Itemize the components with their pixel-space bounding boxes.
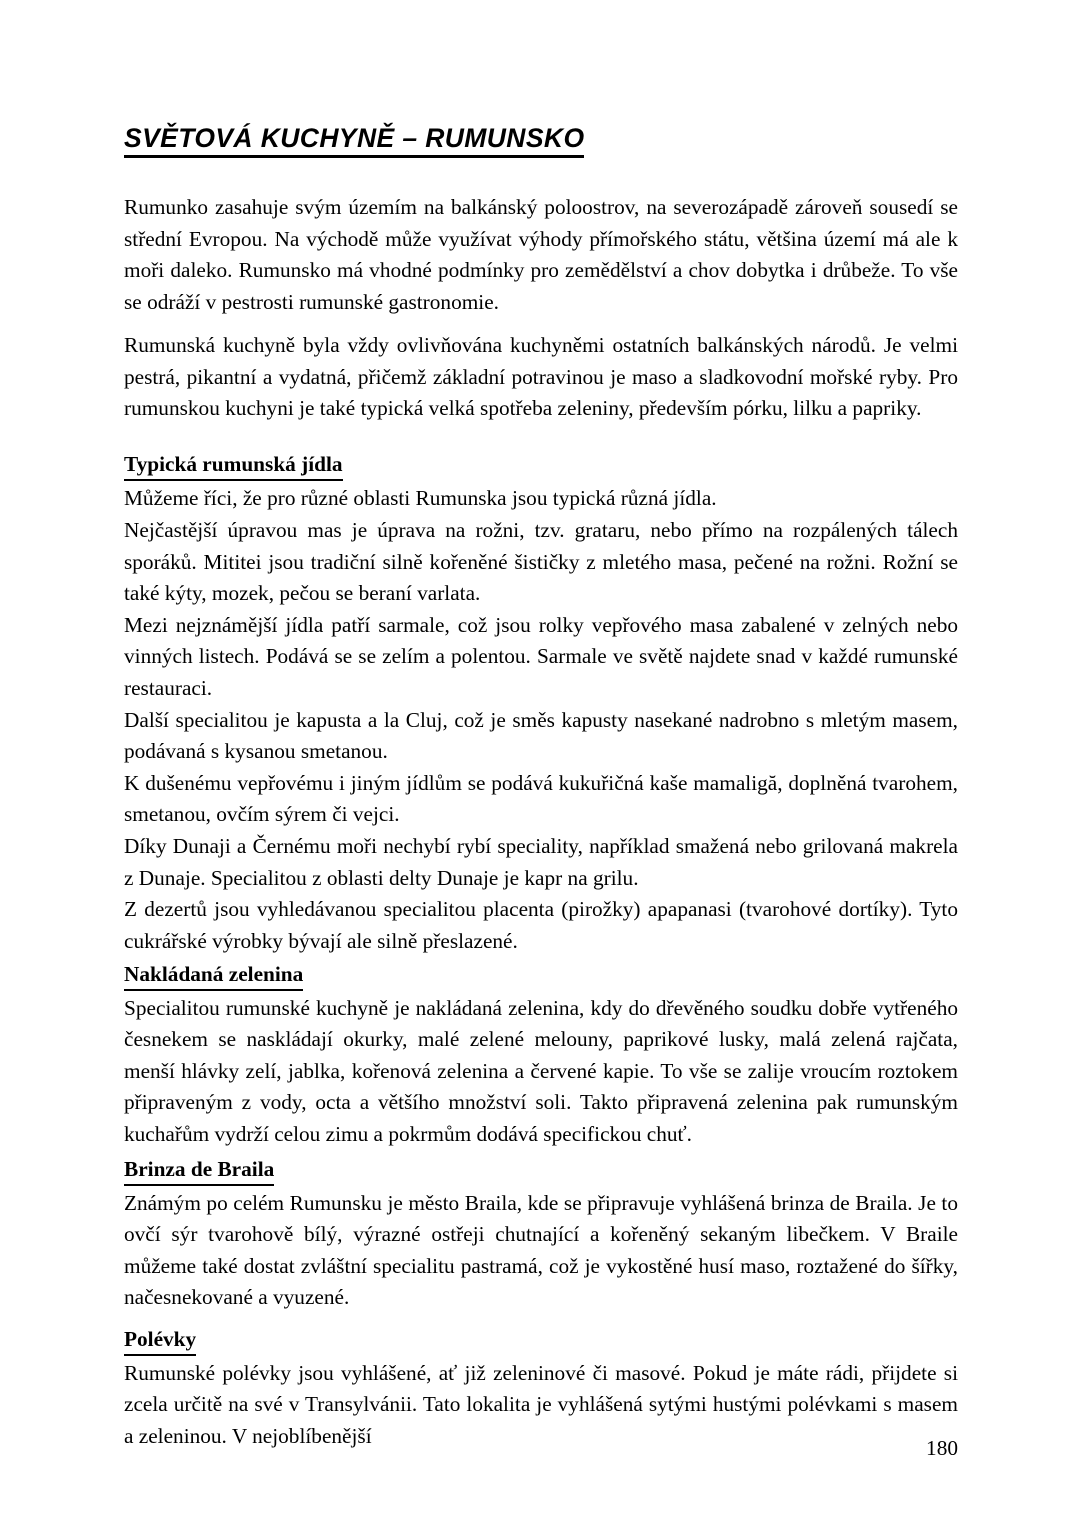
nakladana-zelenina-paragraph: Specialitou rumunské kuchyně je nakládaná zelenina, kdy do dřevěného soudku dobře vytřeného česnekem se naskládají okurky, malé zelené melouny, paprikové lusky, malá zelená rajčata, menší hlávky zelí, jablka, kořenová zelenina a červené kapie. To vše se zalije vroucím roztokem připraveným z vody, octa a většího množství soli. Takto připravená zelenina pak rumunským kuchařům vydrží celou zimu a pokrmům dodává specifickou chuť. <box>124 995 958 1146</box>
section-heading-typicka-jidla: Typická rumunská jídla <box>124 450 343 481</box>
section-typicka-jidla-body <box>124 515 958 957</box>
section-brinza-de-braila <box>124 1155 958 1314</box>
dish-paragraph-grilovani: Nejčastější úpravou mas je úprava na rožni, tzv. grataru, nebo přímo na rozpálených tálech sporáků. Mititei jsou tradiční silně kořeněné šističky z mletého masa, pečené na rožni. Rožní se také kýty, mozek, pečou se beraní varlata. <box>124 518 958 606</box>
dish-paragraph-mamaliga: K dušenému vepřovému i jiným jídlům se podává kukuřičná kaše mamaligă, doplněná tvarohem, smetanou, ovčím sýrem či vejci. <box>124 770 958 827</box>
origins-paragraph: Rumunská kuchyně byla vždy ovlivňována kuchyněmi ostatních balkánských národů. Je velmi pestrá, pikantní a vydatná, přičemž základní potravinou je maso a sladkovodní mořské ryby. Pro rumunskou kuchyni je také typická velká spotřeba zeleniny, především pórku, lilku a papriky. <box>124 333 958 421</box>
dish-paragraph-ryby: Díky Dunaji a Černému moři nechybí rybí speciality, například smažená nebo grilovaná makrela z Dunaje. Specialitou z oblasti delty Dunaje je kapr na grilu. <box>124 833 958 890</box>
heading-wrap-polevky <box>124 1325 958 1358</box>
typicka-jidla-lead: Můžeme říci, že pro různé oblasti Rumunska jsou typická různá jídla. <box>124 485 717 510</box>
section-polevky <box>124 1325 958 1452</box>
section-heading-nakladana-zelenina: Nakládaná zelenina <box>124 960 303 991</box>
section-heading-polevky: Polévky <box>124 1325 196 1356</box>
heading-wrap-nakladana <box>124 960 958 993</box>
dish-paragraph-sarmale: Mezi nejznámější jídla patří sarmale, což jsou rolky vepřového masa zabalené v zelných nebo vinných listech. Podává se se zelím a polentou. Sarmale ve světě najdete snad v každé rumunské restauraci. <box>124 612 958 700</box>
heading-wrap-brinza <box>124 1155 958 1188</box>
section-intro <box>124 192 958 318</box>
page-title: SVĚTOVÁ KUCHYNĚ – RUMUNSKO <box>124 123 584 158</box>
section-nakladana-zelenina <box>124 960 958 1151</box>
section-origins <box>124 330 958 425</box>
heading-wrap-typicka <box>124 450 958 483</box>
section-heading-brinza-de-braila: Brinza de Braila <box>124 1155 274 1186</box>
brinza-de-braila-paragraph: Známým po celém Rumunsku je město Braila, kde se připravuje vyhlášená brinza de Braila. Je to ovčí sýr tvarohově bílý, výrazné ostřeji chutnající a kořeněný sekaným libečkem. V Braile můžeme také dostat zvláštní specialitu pastramá, což je vykostěné husí maso, roztažené do šířky, načesnekované a vyuzené. <box>124 1190 958 1310</box>
intro-paragraph: Rumunko zasahuje svým územím na balkánský poloostrov, na severozápadě zároveň sousedí se střední Evropou. Na východě může využívat výhody přímořského státu, většina území má ale k moři daleko. Rumunsko má vhodné podmínky pro zemědělství a chov dobytka i drůbeže. To vše se odráží v pestrosti rumunské gastronomie. <box>124 195 958 314</box>
dish-paragraph-kapusta-cluj: Další specialitou je kapusta a la Cluj, což je směs kapusty nasekané nadrobno s mletým masem, podávaná s kysanou smetanou. <box>124 707 958 764</box>
section-typicka-jidla-header <box>124 450 958 514</box>
polevky-paragraph: Rumunské polévky jsou vyhlášené, ať již zeleninové či masové. Pokud je máte rádi, přijdete si zcela určitě na své v Transylvánii. Tato lokalita je vyhlášená sytými hustými polévkami s masem a zeleninou. V nejoblíbenější <box>124 1360 958 1448</box>
page-number: 180 <box>926 1436 958 1460</box>
dish-paragraph-dezerty: Z dezertů jsou vyhledávanou specialitou placenta (pirožky) apapanasi (tvarohové dortíky). Tyto cukrářské výrobky bývají ale silně přeslazené. <box>124 897 958 953</box>
